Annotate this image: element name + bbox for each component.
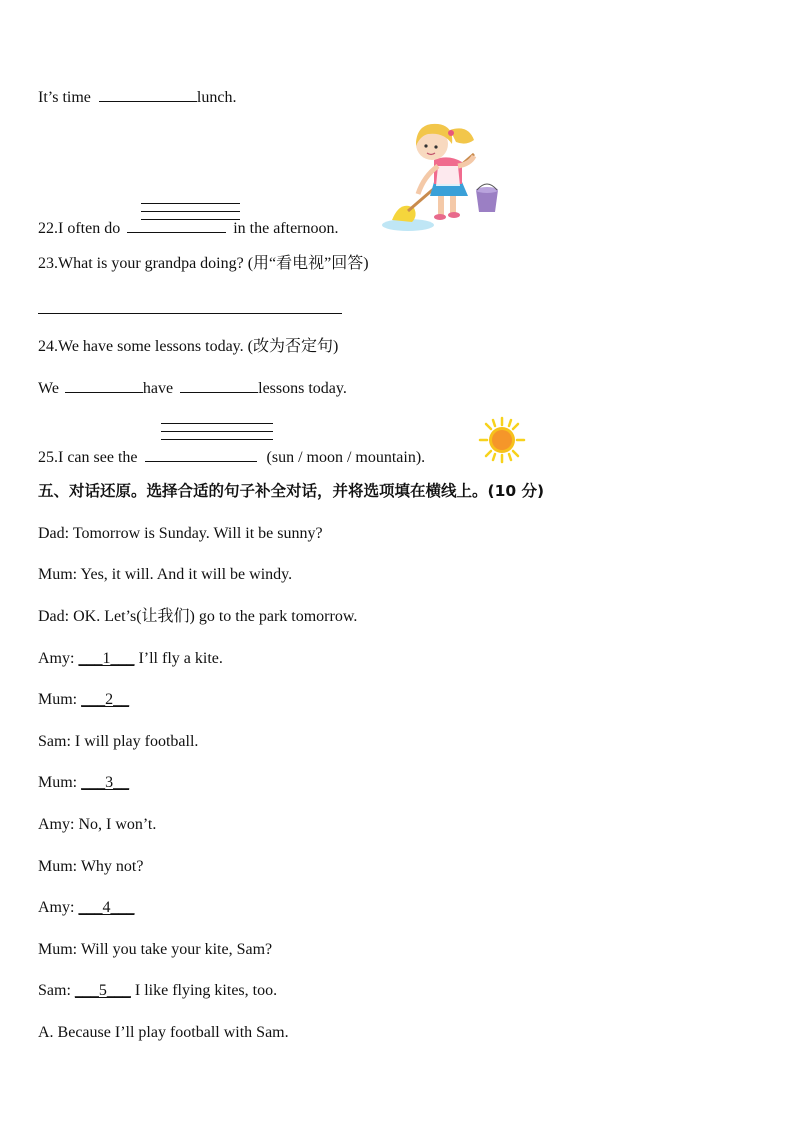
dialogue-line-3: Dad: OK. Let’s(让我们) go to the park tomorrow. [38,608,358,625]
q23-answer-line[interactable] [38,313,342,314]
q21-blank[interactable] [99,87,197,102]
line-rest: I’ll fly a kite. [138,650,223,667]
q25-pre: 25.I can see the [38,449,138,466]
dialogue-line-10 [38,898,134,918]
dialogue-line-4 [38,649,223,669]
dialogue-line-1: Dad: Tomorrow is Sunday. Will it be sunny? [38,525,323,542]
dialogue-line-2: Mum: Yes, it will. And it will be windy. [38,566,293,583]
speaker: Sam: [38,982,71,999]
answer-blank-5[interactable]: ___5___ [74,982,131,999]
answer-blank-3[interactable]: ___3__ [81,774,130,791]
q24-answer-line [38,378,347,399]
dialogue-line-5 [38,690,129,710]
dialogue-line-9: Mum: Why not? [38,858,144,875]
q23-question: 23.What is your grandpa doing? (用“看电视”回答) [38,255,369,272]
sun-icon [478,416,526,464]
q21-line [38,87,236,108]
dialogue-line-6: Sam: I will play football. [38,733,199,750]
answer-blank-2[interactable]: ___2__ [81,691,130,708]
girl-mopping-icon [378,116,508,236]
q22-blank[interactable] [127,218,226,233]
dialogue-line-7 [38,773,129,793]
answer-blank-1[interactable]: ___1___ [78,650,135,667]
answer-blank-4[interactable]: ___4___ [78,899,135,916]
dialogue-line-8: Amy: No, I won’t. [38,816,157,833]
q24-ans-post: lessons today. [258,380,347,397]
q24-blank-1[interactable] [65,378,143,393]
speaker: Mum: [38,774,78,791]
q24-question: 24.We have some lessons today. (改为否定句) [38,338,339,355]
q22-post: in the afternoon. [233,220,339,237]
section5-heading: 五、对话还原。选择合适的句子补全对话，并将选项填在横线上。(10 分) [38,482,545,500]
option-a: A. Because I’ll play football with Sam. [38,1024,289,1041]
q25-blank[interactable] [145,447,257,462]
q25-triple-blank[interactable] [161,423,273,447]
q21-pre: It’s time [38,89,91,106]
q22-line [38,218,339,239]
speaker: Amy: [38,650,75,667]
q22-pre: 22.I often do [38,220,121,237]
dialogue-line-11: Mum: Will you take your kite, Sam? [38,941,273,958]
q24-blank-2[interactable] [180,378,258,393]
q24-ans-pre: We [38,380,59,397]
q25-options: (sun / moon / mountain). [266,449,426,466]
q24-ans-mid: have [142,380,174,397]
q25-line [38,447,425,468]
speaker: Mum: [38,691,78,708]
dialogue-line-12 [38,981,277,1001]
speaker: Amy: [38,899,75,916]
q21-post: lunch. [196,89,237,106]
line-rest: I like flying kites, too. [134,982,278,999]
